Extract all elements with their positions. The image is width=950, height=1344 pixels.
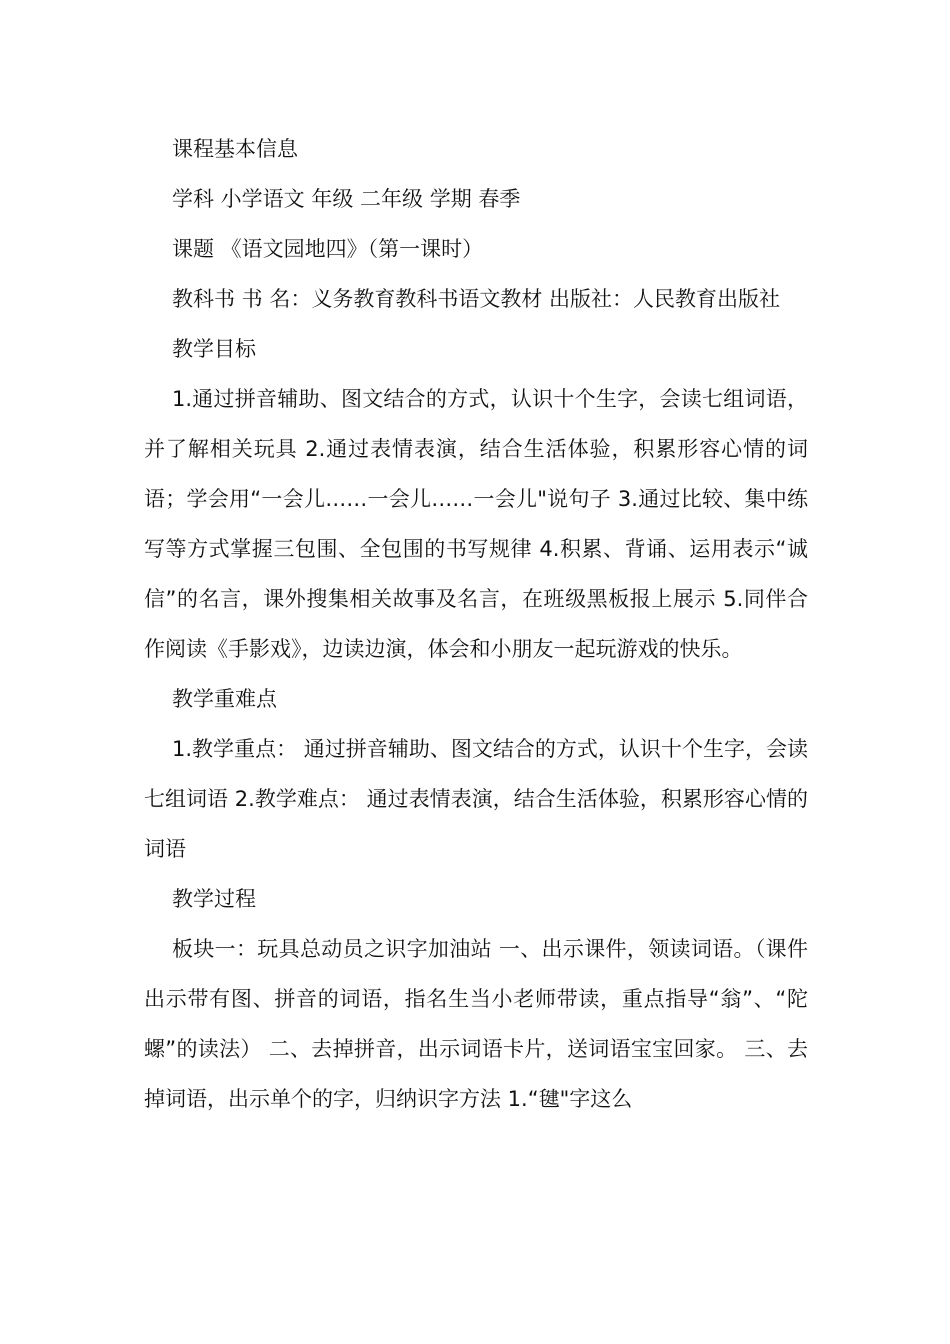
teaching-process-heading: 教学过程 <box>172 887 256 911</box>
teaching-goals-text: 1.通过拼音辅助、图文结合的方式，认识十个生字，会读七组词语，并了解相关玩具 2.通过表情表演，结合生活体验，积累形容心情的词语；学会用“一会儿……一会儿……一会儿"说句子 3.通过比较、集中练写等方式掌握三包围、全包围的书写规律 4.积累、背诵、运用表示“诚信”的名言，课外搜集相关故事及名言，在班级黑板报上展示 5.同伴合作阅读《手影戏》，边读边演，体会和小朋友一起玩游戏的快乐。 <box>144 387 808 661</box>
document-page <box>144 124 808 1124</box>
key-difficult-points-heading: 教学重难点 <box>172 687 277 711</box>
textbook-publisher-line: 教科书 书 名：义务教育教科书语文教材 出版社：人民教育出版社 <box>172 287 781 311</box>
lesson-topic-line: 课题 《语文园地四》（第一课时） <box>172 237 484 261</box>
teaching-process-text: 板块一：玩具总动员之识字加油站 一、出示课件，领读词语。（课件出示带有图、拼音的词语，指名生当小老师带读，重点指导“翁”、“陀螺”的读法） 二、去掉拼音，出示词语卡片，送词语宝宝回家。 三、去掉词语，出示单个的字，归纳识字方法 1.“毽"字这么 <box>144 937 808 1111</box>
teaching-goals-heading: 教学目标 <box>172 337 256 361</box>
subject-grade-term-line: 学科 小学语文 年级 二年级 学期 春季 <box>172 187 521 211</box>
key-difficult-points-text: 1.教学重点： 通过拼音辅助、图文结合的方式，认识十个生字，会读七组词语 2.教学难点： 通过表情表演，结合生活体验，积累形容心情的词语 <box>144 737 808 861</box>
basic-info-heading: 课程基本信息 <box>172 137 298 161</box>
